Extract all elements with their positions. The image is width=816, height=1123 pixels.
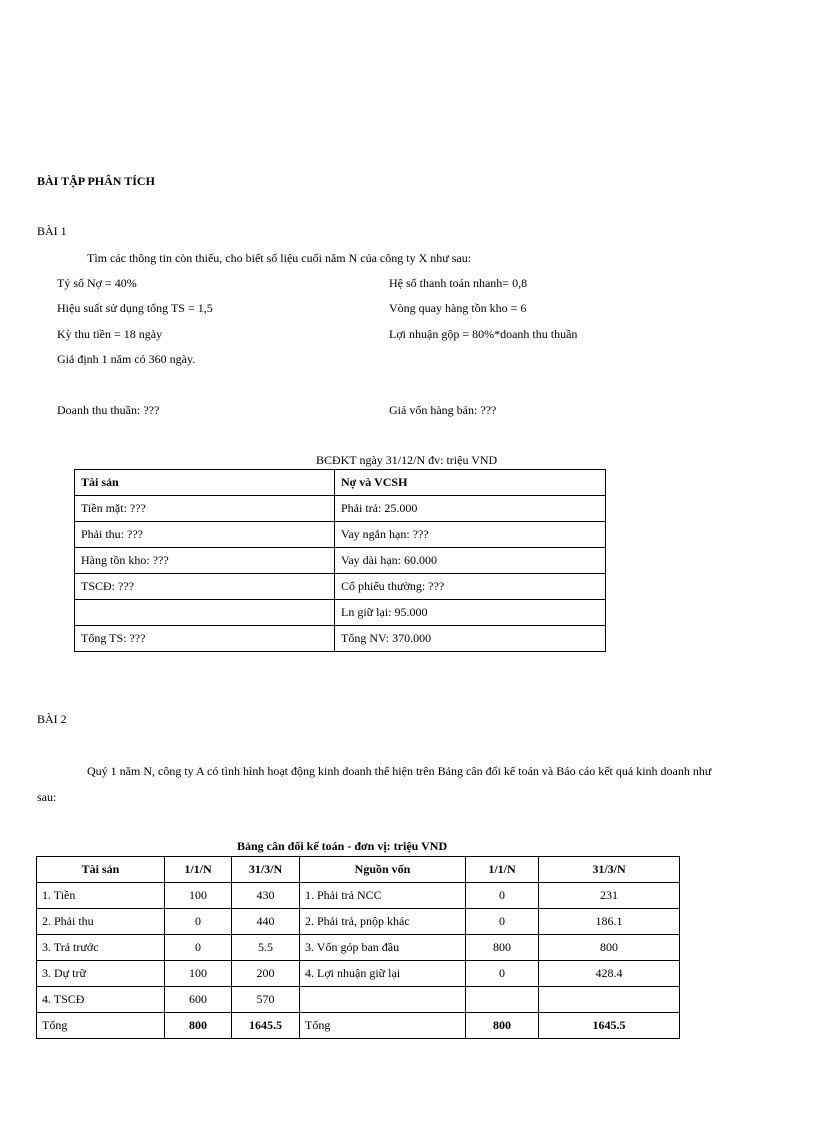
table-cell: 2. Phải trả, pnộp khác xyxy=(300,909,466,935)
table-cell xyxy=(300,987,466,1013)
table-row xyxy=(75,600,606,626)
question-cogs: Giá vốn hàng bán: ??? xyxy=(389,403,497,417)
table-cell xyxy=(466,987,539,1013)
fact-collection-period: Kỳ thu tiền = 18 ngày xyxy=(57,327,163,341)
table-cell xyxy=(75,600,335,626)
fact-inventory-turnover: Vòng quay hàng tồn kho = 6 xyxy=(389,301,527,315)
fact-debt-ratio: Tỷ số Nợ = 40% xyxy=(57,276,137,290)
exercise-1-heading: BÀI 1 xyxy=(37,224,67,238)
fact-asset-turnover: Hiệu suất sử dụng tổng TS = 1,5 xyxy=(57,301,213,315)
fact-quick-ratio: Hệ số thanh toán nhanh= 0,8 xyxy=(389,276,528,290)
table-cell: 570 xyxy=(232,987,300,1013)
table-row xyxy=(75,548,606,574)
table-cell: 4. Lợi nhuận giữ lại xyxy=(300,961,466,987)
page-title: BÀI TẬP PHÂN TÍCH xyxy=(37,174,155,188)
table-cell: 1. Tiền xyxy=(37,883,165,909)
table-cell: 430 xyxy=(232,883,300,909)
table-cell: 440 xyxy=(232,909,300,935)
table-cell xyxy=(539,987,680,1013)
table-cell: Phải thu: ??? xyxy=(75,522,335,548)
table-cell: 2. Phải thu xyxy=(37,909,165,935)
table-cell: 800 xyxy=(466,935,539,961)
table-cell: 3. Dự trữ xyxy=(37,961,165,987)
table-cell: Tổng xyxy=(37,1013,165,1039)
header-assets: Tài sản xyxy=(37,857,165,883)
header-date-start: 1/1/N xyxy=(466,857,539,883)
exercise-1-intro: Tìm các thông tin còn thiếu, cho biết số liệu cuối năm N của công ty X như sau: xyxy=(87,251,472,265)
table-cell: 0 xyxy=(165,909,232,935)
table-cell: Cổ phiếu thường: ??? xyxy=(335,574,606,600)
table-cell: 0 xyxy=(466,909,539,935)
header-date-end: 31/3/N xyxy=(539,857,680,883)
question-net-revenue: Doanh thu thuần: ??? xyxy=(57,403,160,417)
table-cell: 800 xyxy=(539,935,680,961)
table-row xyxy=(75,522,606,548)
header-date-end: 31/3/N xyxy=(232,857,300,883)
table-row xyxy=(37,883,680,909)
table-cell: 4. TSCĐ xyxy=(37,987,165,1013)
table-cell: Hàng tồn kho: ??? xyxy=(75,548,335,574)
header-capital-sources: Nguồn vốn xyxy=(300,857,466,883)
table-row xyxy=(75,496,606,522)
table-cell: Vay ngắn hạn: ??? xyxy=(335,522,606,548)
table-row-total xyxy=(75,626,606,652)
balance-sheet-2-table xyxy=(36,856,680,1039)
table-row xyxy=(75,574,606,600)
table-cell: 186.1 xyxy=(539,909,680,935)
table-cell: Phải trả: 25.000 xyxy=(335,496,606,522)
table-row xyxy=(37,987,680,1013)
balance-sheet-1-caption: BCĐKT ngày 31/12/N đv: triệu VND xyxy=(316,453,498,467)
header-date-start: 1/1/N xyxy=(165,857,232,883)
table-cell: Ln giữ lại: 95.000 xyxy=(335,600,606,626)
table-cell: 200 xyxy=(232,961,300,987)
table-cell: 100 xyxy=(165,883,232,909)
balance-sheet-2-caption: Bảng cân đối kế toán - đơn vị: triệu VND xyxy=(237,839,448,853)
table-cell: 3. Trả trước xyxy=(37,935,165,961)
table-cell: 0 xyxy=(165,935,232,961)
table-cell: 1645.5 xyxy=(232,1013,300,1039)
table-cell: Tổng TS: ??? xyxy=(75,626,335,652)
table-cell: TSCĐ: ??? xyxy=(75,574,335,600)
table-cell: 428.4 xyxy=(539,961,680,987)
table-cell: Vay dài hạn: 60.000 xyxy=(335,548,606,574)
fact-gross-profit: Lợi nhuận gộp = 80%*doanh thu thuần xyxy=(389,327,578,341)
fact-days-assumption: Giả định 1 năm có 360 ngày. xyxy=(57,352,196,366)
table-cell: Tổng xyxy=(300,1013,466,1039)
table-cell: Tiền mặt: ??? xyxy=(75,496,335,522)
table-cell: 231 xyxy=(539,883,680,909)
table-cell: 100 xyxy=(165,961,232,987)
exercise-2-paragraph-line-2: sau: xyxy=(37,790,57,804)
table-cell: Tổng NV: 370.000 xyxy=(335,626,606,652)
exercise-2-paragraph-line-1: Quý 1 năm N, công ty A có tình hình hoạt động kinh doanh thể hiện trên Bảng cân đối kế toán và Báo cáo kết quả kinh doanh như xyxy=(87,764,712,778)
table-row-total xyxy=(37,1013,680,1039)
table-row xyxy=(37,935,680,961)
table-cell: 0 xyxy=(466,883,539,909)
table-header-row xyxy=(37,857,680,883)
table-cell: 600 xyxy=(165,987,232,1013)
table-row xyxy=(37,961,680,987)
header-assets: Tài sản xyxy=(75,470,335,496)
table-cell: 5.5 xyxy=(232,935,300,961)
table-cell: 0 xyxy=(466,961,539,987)
table-cell: 800 xyxy=(165,1013,232,1039)
table-cell: 800 xyxy=(466,1013,539,1039)
balance-sheet-1-table xyxy=(74,469,606,652)
table-cell: 1645.5 xyxy=(539,1013,680,1039)
table-cell: 3. Vốn góp ban đầu xyxy=(300,935,466,961)
table-header-row xyxy=(75,470,606,496)
table-cell: 1. Phải trả NCC xyxy=(300,883,466,909)
exercise-2-heading: BÀI 2 xyxy=(37,712,67,726)
header-liabilities-equity: Nợ và VCSH xyxy=(335,470,606,496)
table-row xyxy=(37,909,680,935)
